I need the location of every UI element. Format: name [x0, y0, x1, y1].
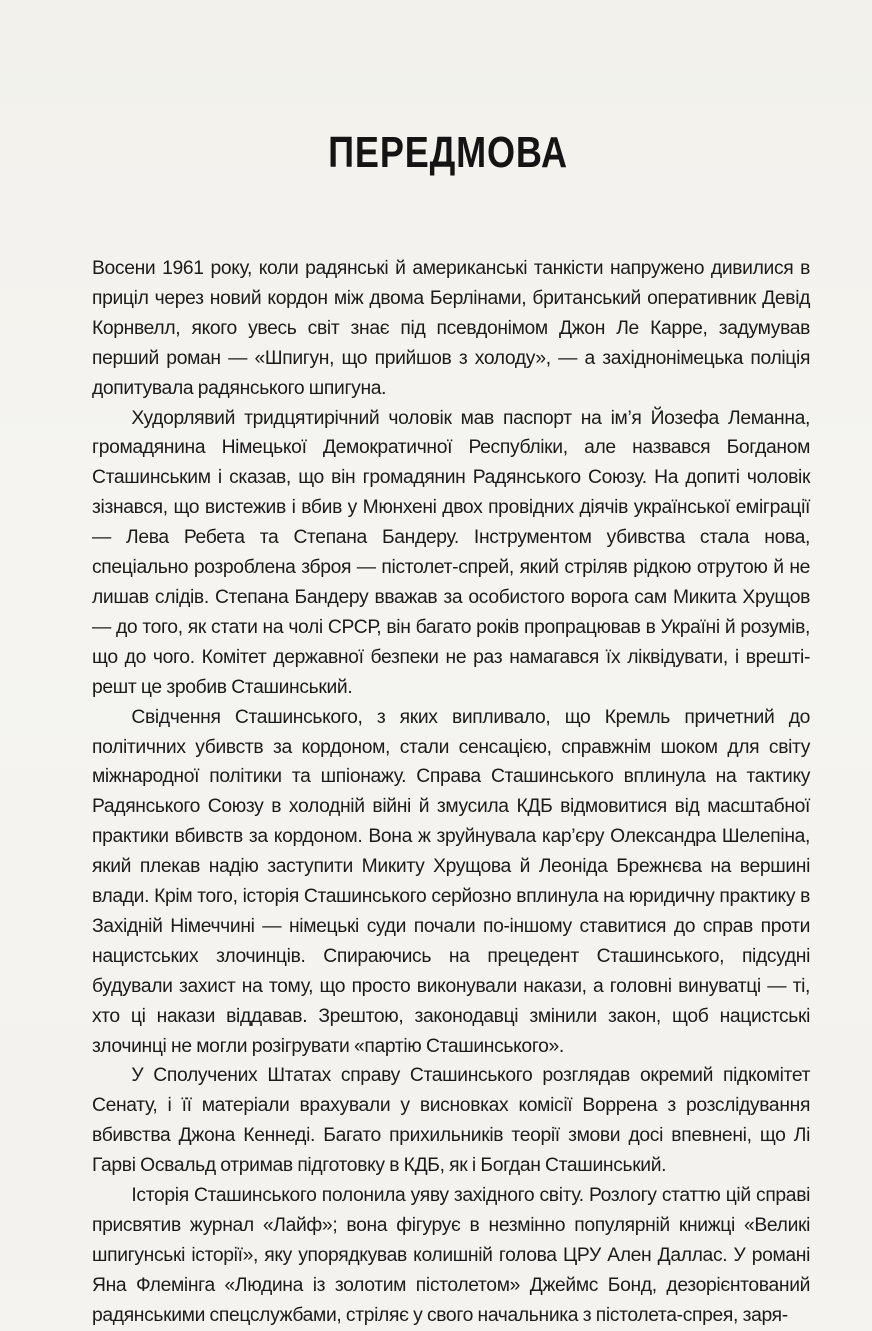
- paragraph-1: Восени 1961 року, коли радянські й американські танкісти напружено дивилися в приціл через новий кордон між двома Берлінами, британський оперативник Девід Корнвелл, якого увесь світ знає під псевдонімом Джон Ле Карре, задумував перший роман — «Шпигун, що прийшов з холоду», — а західнонімецька поліція допитувала радянського шпигуна.: [92, 257, 811, 399]
- paragraph-2: Худорлявий тридцятирічний чоловік мав паспорт на ім’я Йозефа Леманна, громадянина Німецької Демократичної Республіки, але назвався Богданом Сташинським і сказав, що він громадянин Радянського Союзу. На допиті чоловік зізнався, що вистежив і вбив у Мюнхені двох провідних діячів української еміграції — Лева Ребета та Степана Бандеру. Інструментом убивства стала нова, спеціально розроблена зброя — пістолет-спрей, який стріляв рідкою отрутою й не лишав слідів. Степана Бандеру вважав за особистого ворога сам Микита Хрущов — до того, як стати на чолі СРСР, він багато років пропрацював в Україні й розумів, що до чого. Комітет державної безпеки не раз намагався їх ліквідувати, і врешті-решт це зробив Сташинський.: [92, 406, 811, 698]
- page-title: ПЕРЕДМОВА: [328, 128, 568, 177]
- text-body: [92, 254, 810, 1331]
- paragraph-5: Історія Сташинського полонила уяву західного світу. Розлогу статтю цій справі присвятив журнал «Лайф»; вона фігурує в незмінно популярній книжці «Великі шпигунські історії», яку упорядкував колишній голова ЦРУ Ален Даллас. У романі Яна Флемінга «Людина із золотим пістолетом» Джеймс Бонд, дезорієнтований радянськими спецслужбами, стріляє у свого начальника з пістолета-спрея, заря-: [92, 1184, 811, 1326]
- paragraph-4: У Сполучених Штатах справу Сташинського розглядав окремий підкомітет Сенату, і її матеріали врахували у висновках комісії Воррена з розслідування вбивства Джона Кеннеді. Багато прихильників теорії змови досі впевнені, що Лі Гарві Освальд отримав підготовку в КДБ, як і Богдан Сташинський.: [92, 1064, 811, 1177]
- paragraph-3: Свідчення Сташинського, з яких випливало, що Кремль причетний до політичних убивств за кордоном, стали сенсацією, справжнім шоком для світу міжнародної політики та шпіонажу. Справа Сташинського вплинула на тактику Радянського Союзу в холодній війні й змусила КДБ відмовитися від масштабної практики вбивств за кордоном. Вона ж зруйнувала кар’єру Олександра Шелепіна, який плекав надію заступити Микиту Хрущова й Леоніда Брежнєва на вершині влади. Крім того, історія Сташинського серйозно вплинула на юридичну практику в Західній Німеччині — німецькі суди почали по-іншому ставитися до справ проти нацистських злочинців. Спираючись на прецедент Сташинського, підсудні будували захист на тому, що просто виконували накази, а головні винуватці — ті, хто ці накази віддавав. Зрештою, законодавці змінили закон, щоб нацистські злочинці не могли розігрувати «партію Сташинського».: [92, 705, 811, 1057]
